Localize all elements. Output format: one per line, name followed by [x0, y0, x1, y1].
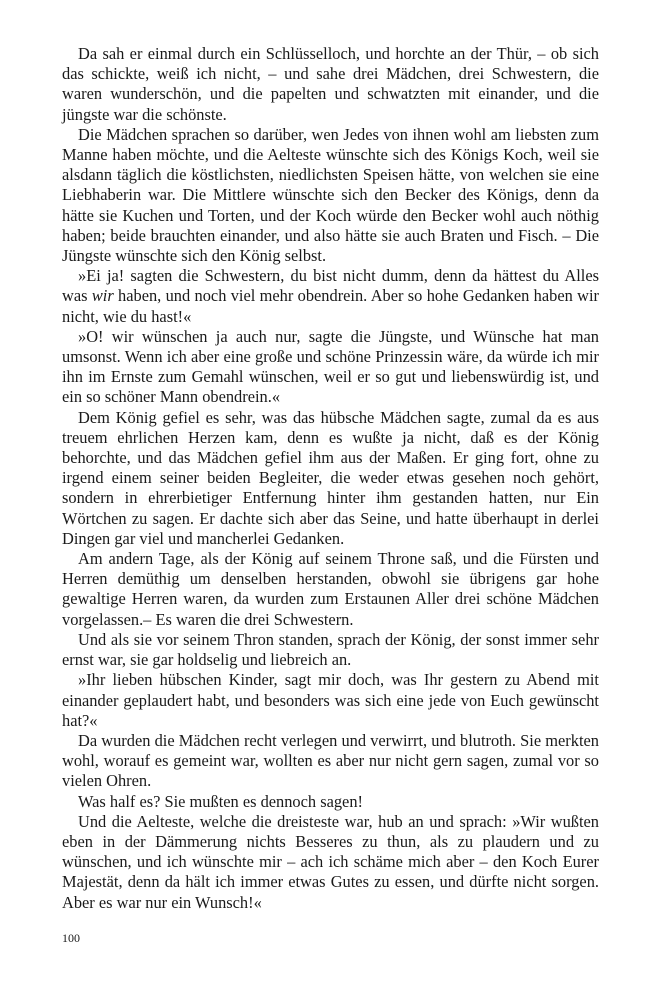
text-run: Da wurden die Mädchen recht verlegen und verwirrt, und blutroth. Sie merkten wohl, worauf es gemeint war, wollten es aber nur nicht gern sagen, zumal vor so vielen Ohren.: [62, 730, 599, 791]
text-run: Dem König gefiel es sehr, was das hübsche Mädchen sagte, zumal da es aus treuem ehrlichen Herzen kam, denn es wußte ja nicht, daß es der König behorchte, und das Mädchen gefiel ihm aus der Maßen. Er ging fort, ohne zu irgend einem seiner beiden Begleiter, die weder etwas gesehen noch gehört, sondern in ehrerbietiger Entfernung hinter ihm gestanden hatten, nur Ein Wörtchen zu sagen. Er dachte sich aber das Seine, und hatte überhaupt in derlei Dingen gar viel und mancherlei Gedanken.: [62, 407, 599, 548]
paragraph: [62, 266, 599, 327]
paragraph: [62, 792, 599, 812]
text-run: Am andern Tage, als der König auf seinem Throne saß, und die Fürsten und Herren demüthig um denselben herstanden, obwohl sie übrigens gar hohe gewaltige Herren waren, da wurden zum Erstaunen Aller drei schöne Mädchen vorgelassen.– Es waren die drei Schwestern.: [62, 549, 599, 629]
text-run: Da sah er einmal durch ein Schlüsselloch, und horchte an der Thür, – ob sich das schickte, weiß ich nicht, – und sahe drei Mädchen, drei Schwestern, die waren wunderschön, und die papelten und schwatzten mit einander, und die jüngste war die schönste.: [62, 44, 599, 124]
paragraph: [62, 549, 599, 630]
text-run: haben, und noch viel mehr obendrein. Aber so hohe Gedanken haben wir nicht, wie du hast!«: [62, 286, 599, 326]
text-run: »Ei ja! sagten die Schwestern, du bist nicht dumm, denn da hättest du Alles was: [62, 266, 599, 306]
text-run: »Ihr lieben hübschen Kinder, sagt mir doch, was Ihr gestern zu Abend mit einander geplaudert habt, und besonders was sich eine jede von Euch gewünscht hat?«: [62, 670, 599, 730]
paragraph: [62, 44, 599, 125]
text-run: Und als sie vor seinem Thron standen, sprach der König, der sonst immer sehr ernst war, sie gar holdselig und liebreich an.: [62, 629, 599, 670]
paragraph: [62, 731, 599, 792]
body-text: [62, 44, 599, 913]
text-run: Die Mädchen sprachen so darüber, wen Jedes von ihnen wohl am liebsten zum Manne haben möchte, und die Aelteste wünschte sich des Königs Koch, weil sie alsdann täglich die köstlichsten, niedlichsten Speisen hätte, von welchen sie eine Liebhaberin war. Die Mittlere wünschte sich den Becker des Königs, denn da hätte sie Kuchen und Torten, und der Koch würde den Becker wohl auch nöthig haben; beide brauchten einander, und also hätte sie auch Braten und Fisch. – Die Jüngste wünschte sich den König selbst.: [62, 124, 599, 266]
paragraph: [62, 125, 599, 266]
paragraph: [62, 408, 599, 549]
paragraph: [62, 812, 599, 913]
text-run: Was half es? Sie mußten es dennoch sagen!: [78, 791, 363, 811]
paragraph: [62, 670, 599, 731]
text-run: Und die Aelteste, welche die dreisteste war, hub an und sprach: »Wir wußten eben in der Dämmerung nichts Besseres zu thun, als zu plaudern und zu wünschen, und ich wünschte mir – ach ich schäme mich aber – den Koch Eurer Majestät, denn da hält ich immer etwas Gutes zu essen, und dürfte nicht sorgen. Aber es war nur ein Wunsch!«: [62, 811, 599, 912]
paragraph: [62, 630, 599, 670]
emphasized-text: wir: [91, 286, 114, 306]
paragraph: [62, 327, 599, 408]
text-run: »O! wir wünschen ja auch nur, sagte die Jüngste, und Wünsche hat man umsonst. Wenn ich aber eine große und schöne Prinzessin wäre, da würde ich mir ihn im Ernste zum Gemahl wünschen, weil er so gut und liebenswürdig ist, und ein so schöner Mann obendrein.«: [62, 326, 599, 407]
page-number: 100: [62, 931, 80, 945]
